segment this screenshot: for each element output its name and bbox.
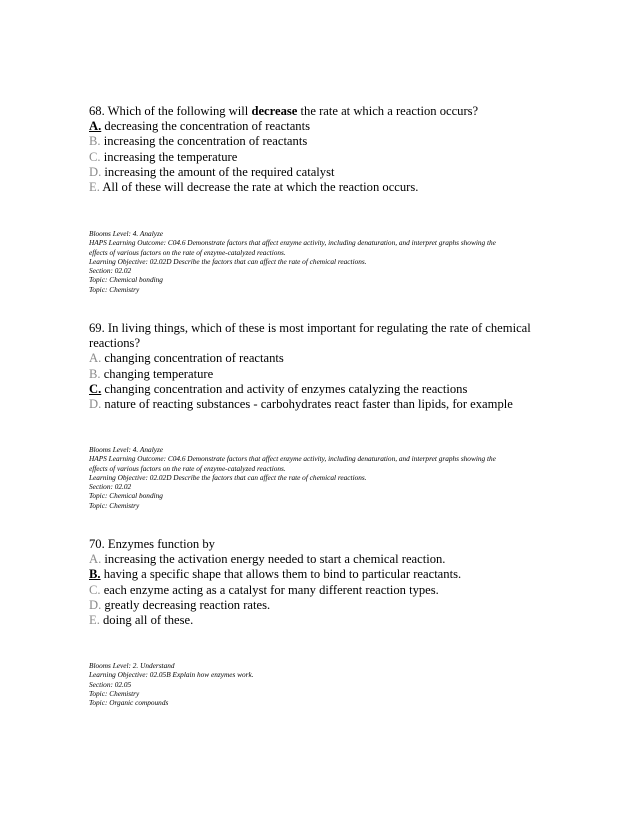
meta-line: effects of various factors on the rate of enzyme-catalyzed reactions.	[89, 463, 286, 473]
question-text: In living things, which of these is most important for regulating the rate of chemical	[107, 321, 531, 335]
option-d	[89, 397, 559, 412]
question-text: the rate at which a reaction occurs?	[300, 104, 479, 118]
meta-line: Learning Objective: 02.05B Explain how enzymes work.	[89, 670, 254, 680]
meta-line: Section: 02.02	[89, 482, 132, 492]
option-letter: A.	[89, 119, 102, 134]
meta-line: Learning Objective: 02.02D Describe the factors that can affect the rate of chemical reactions.	[89, 256, 367, 266]
option-text: changing concentration of reactants	[104, 351, 284, 366]
question-68	[89, 104, 559, 195]
option-e	[89, 180, 559, 195]
option-c	[89, 382, 559, 397]
question-69	[89, 321, 559, 412]
question-69-metadata	[89, 445, 559, 510]
meta-line: Topic: Chemistry	[89, 284, 140, 294]
option-c	[89, 150, 559, 165]
option-d	[89, 165, 559, 180]
meta-line: Topic: Chemical bonding	[89, 275, 163, 285]
option-b	[89, 367, 559, 382]
question-68-stem	[89, 104, 559, 119]
meta-line: effects of various factors on the rate of enzyme-catalyzed reactions.	[89, 247, 286, 257]
question-number: 68.	[89, 104, 105, 118]
question-70-stem	[89, 537, 559, 552]
option-e	[89, 613, 559, 628]
option-letter: C.	[89, 381, 102, 396]
meta-line: Blooms Level: 4. Analyze	[89, 229, 164, 238]
option-letter: B.	[89, 366, 101, 381]
meta-line: HAPS Learning Outcome: C04.6 Demonstrate factors that affect enzyme activity, including denaturation, and interpret graphs showing the	[89, 454, 496, 464]
meta-line: Section: 02.05	[89, 679, 132, 689]
question-text: Which of the following will	[107, 104, 249, 118]
question-number: 69.	[89, 321, 105, 335]
option-text: changing concentration and activity of enzymes catalyzing the reactions	[104, 381, 468, 396]
option-letter: C.	[89, 149, 101, 164]
meta-line: Blooms Level: 2. Understand	[89, 661, 175, 670]
meta-line: HAPS Learning Outcome: C04.6 Demonstrate factors that affect enzyme activity, including denaturation, and interpret graphs showing the	[89, 238, 496, 248]
meta-line: Learning Objective: 02.02D Describe the factors that can affect the rate of chemical reactions.	[89, 472, 367, 482]
question-emphasis: decrease	[251, 104, 298, 118]
question-68-metadata	[89, 229, 559, 294]
option-letter: A.	[89, 351, 102, 366]
option-text: having a specific shape that allows them to bind to particular reactants.	[103, 567, 462, 582]
option-text: greatly decreasing reaction rates.	[104, 597, 271, 612]
question-70-metadata	[89, 661, 559, 707]
option-text: doing all of these.	[103, 613, 194, 628]
option-b	[89, 567, 559, 582]
option-letter: D.	[89, 397, 102, 412]
option-a	[89, 552, 559, 567]
meta-line: Topic: Chemistry	[89, 688, 140, 698]
option-letter: A.	[89, 552, 102, 567]
meta-line: Topic: Organic compounds	[89, 698, 169, 708]
option-letter: E.	[89, 613, 100, 628]
option-text: decreasing the concentration of reactants	[104, 119, 311, 134]
question-69-stem	[89, 321, 559, 336]
question-text: Enzymes function by	[107, 537, 215, 551]
option-text: All of these will decrease the rate at which the reaction occurs.	[102, 180, 419, 195]
option-letter: E.	[89, 180, 100, 195]
option-letter: B.	[89, 567, 101, 582]
option-text: increasing the activation energy needed to start a chemical reaction.	[104, 552, 446, 567]
option-a	[89, 351, 559, 366]
option-c	[89, 583, 559, 598]
question-text: reactions?	[89, 336, 141, 351]
option-text: increasing the temperature	[103, 149, 238, 164]
option-a	[89, 119, 559, 134]
option-text: changing temperature	[103, 366, 214, 381]
option-text: nature of reacting substances - carbohydrates react faster than lipids, for example	[104, 397, 513, 412]
question-70	[89, 537, 559, 628]
option-d	[89, 598, 559, 613]
option-text: each enzyme acting as a catalyst for many different reaction types.	[103, 582, 439, 597]
meta-line: Topic: Chemical bonding	[89, 491, 163, 501]
option-text: increasing the concentration of reactants	[103, 134, 308, 149]
option-letter: D.	[89, 164, 102, 179]
option-b	[89, 134, 559, 149]
meta-line: Blooms Level: 4. Analyze	[89, 445, 164, 454]
option-text: increasing the amount of the required catalyst	[104, 164, 335, 179]
option-letter: C.	[89, 582, 101, 597]
option-letter: B.	[89, 134, 101, 149]
meta-line: Topic: Chemistry	[89, 500, 140, 510]
meta-line: Section: 02.02	[89, 266, 132, 276]
question-number: 70.	[89, 537, 105, 551]
option-letter: D.	[89, 597, 102, 612]
